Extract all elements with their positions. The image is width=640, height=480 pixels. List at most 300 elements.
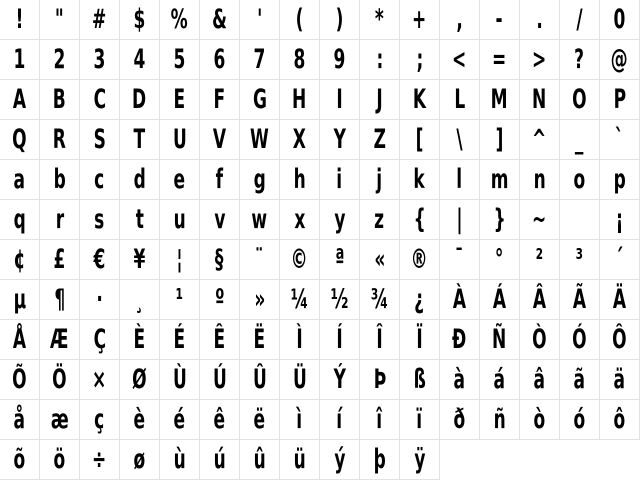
glyph-cell[interactable] [400,320,440,360]
glyph: Õ [12,364,27,395]
glyph-cell[interactable] [440,120,480,160]
glyph: õ [13,444,26,475]
glyph-cell[interactable] [320,0,360,40]
glyph: ¥ [133,244,146,275]
glyph-cell[interactable] [600,280,640,320]
glyph-cell[interactable] [0,80,40,120]
glyph: @ [610,44,629,75]
glyph-cell[interactable] [400,80,440,120]
glyph: ¢ [13,244,26,275]
glyph: Ù [172,364,187,395]
glyph-cell[interactable] [0,0,40,40]
glyph: Å [12,324,27,355]
glyph-cell[interactable] [80,200,120,240]
glyph: ® [410,244,429,275]
glyph-cell[interactable] [40,40,80,80]
glyph-cell[interactable] [40,0,80,40]
glyph-cell[interactable] [320,120,360,160]
glyph-cell[interactable] [80,320,120,360]
glyph: æ [50,404,69,435]
glyph: ½ [330,284,349,315]
glyph: Ê [213,324,226,355]
glyph-cell[interactable] [520,360,560,400]
glyph-cell[interactable] [560,40,600,80]
glyph-cell[interactable] [120,0,160,40]
glyph-cell[interactable] [480,280,520,320]
glyph: < [452,44,467,75]
glyph: Ý [333,364,346,395]
glyph-cell[interactable] [280,160,320,200]
glyph-cell[interactable] [120,400,160,440]
glyph-cell[interactable] [200,400,240,440]
glyph-cell[interactable] [400,360,440,400]
glyph-cell[interactable] [360,360,400,400]
glyph-cell[interactable] [160,320,200,360]
glyph-cell[interactable] [240,440,280,480]
glyph-cell[interactable] [360,40,400,80]
glyph-cell[interactable] [400,120,440,160]
glyph-cell[interactable] [40,320,80,360]
glyph-cell[interactable] [160,120,200,160]
glyph-cell[interactable] [400,160,440,200]
glyph: - [495,4,504,35]
glyph: f [215,164,224,195]
glyph: # [92,4,107,35]
glyph: 5 [173,44,186,75]
glyph-cell[interactable] [240,400,280,440]
glyph-cell[interactable] [160,40,200,80]
glyph: ! [15,4,24,35]
glyph-cell[interactable] [280,120,320,160]
glyph: > [532,44,547,75]
glyph: ) [335,4,344,35]
glyph-cell[interactable] [280,200,320,240]
glyph-cell[interactable] [240,40,280,80]
glyph: e [173,164,186,195]
glyph-cell[interactable] [400,280,440,320]
glyph: m [490,164,509,195]
glyph: T [133,124,146,155]
glyph: ; [416,44,423,75]
glyph-cell[interactable] [0,40,40,80]
glyph-cell[interactable] [320,440,360,480]
glyph: { [413,204,426,235]
glyph-cell[interactable] [600,80,640,120]
glyph: Ë [253,324,266,355]
glyph-cell[interactable] [480,320,520,360]
glyph: ' [256,4,263,35]
glyph-cell[interactable] [520,80,560,120]
glyph-cell[interactable] [240,360,280,400]
glyph-cell[interactable] [440,0,480,40]
glyph: ¼ [290,284,309,315]
glyph-cell[interactable] [160,280,200,320]
glyph-cell[interactable] [120,440,160,480]
glyph-cell[interactable] [440,200,480,240]
glyph-cell[interactable] [360,320,400,360]
glyph: / [576,4,583,35]
glyph-cell[interactable] [40,400,80,440]
glyph: × [92,364,107,395]
glyph-cell[interactable] [200,200,240,240]
glyph: $ [133,4,146,35]
glyph: ^ [532,124,547,155]
glyph: } [493,204,506,235]
glyph-cell[interactable] [600,240,640,280]
glyph-cell[interactable] [440,320,480,360]
glyph: Þ [373,364,386,395]
glyph: w [251,204,268,235]
glyph: ã [573,364,586,395]
glyph-cell[interactable] [560,360,600,400]
glyph: H [292,84,307,115]
glyph: r [55,204,64,235]
glyph-cell[interactable] [520,400,560,440]
glyph-cell[interactable] [160,360,200,400]
glyph-cell[interactable] [360,200,400,240]
glyph: È [133,324,146,355]
glyph: « [373,244,385,275]
glyph-cell[interactable] [240,160,280,200]
glyph-cell[interactable] [0,120,40,160]
glyph-cell[interactable] [600,360,640,400]
glyph-cell[interactable] [520,160,560,200]
glyph-cell[interactable] [0,200,40,240]
glyph: U [172,124,187,155]
glyph-cell[interactable] [480,120,520,160]
glyph-cell[interactable] [120,40,160,80]
glyph-cell[interactable] [400,200,440,240]
glyph-cell[interactable] [480,200,520,240]
glyph-cell[interactable] [560,240,600,280]
glyph: ¦ [176,244,183,275]
glyph: N [532,84,547,115]
glyph-cell[interactable] [600,160,640,200]
glyph-cell[interactable] [360,280,400,320]
glyph: Ü [292,364,307,395]
glyph-cell[interactable] [240,200,280,240]
glyph-cell[interactable] [480,400,520,440]
glyph-cell[interactable] [0,400,40,440]
glyph-cell[interactable] [120,240,160,280]
glyph-cell[interactable] [80,440,120,480]
glyph: X [292,124,307,155]
glyph: 4 [133,44,146,75]
glyph: x [294,204,305,235]
glyph-cell[interactable] [80,40,120,80]
glyph-cell[interactable] [520,280,560,320]
glyph: É [173,324,186,355]
glyph: g [253,164,266,195]
glyph-cell[interactable] [280,0,320,40]
glyph-cell[interactable] [440,40,480,80]
glyph-cell[interactable] [160,80,200,120]
glyph-cell[interactable] [480,0,520,40]
glyph: ù [173,444,186,475]
glyph-cell[interactable] [360,0,400,40]
glyph: ¨ [255,244,264,275]
glyph: Y [333,124,346,155]
glyph: ª [334,244,345,275]
glyph-cell[interactable] [360,400,400,440]
glyph: V [212,124,227,155]
glyph-cell[interactable] [560,160,600,200]
glyph-cell[interactable] [520,120,560,160]
glyph: Ú [212,364,227,395]
glyph-cell[interactable] [120,200,160,240]
glyph-cell[interactable] [280,400,320,440]
glyph: y [333,204,346,235]
glyph: 8 [293,44,306,75]
glyph: § [215,244,224,275]
glyph-cell[interactable] [440,80,480,120]
glyph: ô [613,404,626,435]
glyph: B [53,84,66,115]
glyph-cell[interactable] [200,240,240,280]
glyph-cell[interactable] [560,80,600,120]
empty-space [560,440,600,480]
glyph-cell[interactable] [40,120,80,160]
glyph-cell-blank [560,200,600,240]
glyph: ú [213,444,226,475]
glyph-cell[interactable] [240,0,280,40]
glyph-cell[interactable] [320,280,360,320]
glyph: \ [456,124,463,155]
glyph-cell[interactable] [0,440,40,480]
glyph: s [94,204,105,235]
glyph-cell[interactable] [40,360,80,400]
glyph-cell[interactable] [280,320,320,360]
glyph: [ [415,124,424,155]
glyph-cell[interactable] [80,240,120,280]
glyph-cell[interactable] [280,40,320,80]
glyph-cell[interactable] [320,40,360,80]
glyph-cell[interactable] [40,160,80,200]
glyph: L [454,84,465,115]
glyph-cell[interactable] [480,160,520,200]
glyph: . [536,4,543,35]
glyph: v [213,204,226,235]
glyph: â [533,364,546,395]
glyph-cell[interactable] [40,200,80,240]
glyph-cell[interactable] [40,240,80,280]
glyph-cell[interactable] [80,280,120,320]
glyph: D [132,84,147,115]
glyph: j [376,164,383,195]
glyph: µ [13,284,26,315]
glyph: ¹ [175,284,184,315]
glyph: ë [253,404,266,435]
glyph-cell[interactable] [600,40,640,80]
glyph: Ä [612,284,627,315]
glyph-cell[interactable] [400,440,440,480]
glyph: Î [376,324,383,355]
glyph-cell[interactable] [560,320,600,360]
glyph-cell[interactable] [0,320,40,360]
glyph: © [290,244,309,275]
glyph-cell[interactable] [560,280,600,320]
empty-space [600,440,640,480]
glyph-cell[interactable] [120,80,160,120]
glyph-cell[interactable] [360,120,400,160]
glyph-cell[interactable] [440,280,480,320]
glyph-cell[interactable] [600,120,640,160]
glyph: C [93,84,106,115]
glyph: ï [416,404,423,435]
glyph: è [133,404,146,435]
glyph-cell[interactable] [320,320,360,360]
glyph-cell[interactable] [280,360,320,400]
glyph: c [94,164,105,195]
glyph: Â [532,284,547,315]
glyph: P [613,84,626,115]
glyph-cell[interactable] [80,160,120,200]
glyph-cell[interactable] [360,440,400,480]
glyph-cell[interactable] [600,320,640,360]
glyph-cell[interactable] [160,400,200,440]
glyph-cell[interactable] [360,80,400,120]
glyph: p [613,164,626,195]
glyph-cell[interactable] [120,160,160,200]
glyph-cell[interactable] [120,120,160,160]
glyph-cell[interactable] [280,80,320,120]
glyph-cell[interactable] [560,120,600,160]
glyph-cell[interactable] [200,120,240,160]
glyph: Ö [52,364,67,395]
glyph-cell[interactable] [200,440,240,480]
glyph: K [412,84,427,115]
glyph-cell[interactable] [160,160,200,200]
glyph-cell[interactable] [320,360,360,400]
glyph-cell[interactable] [160,200,200,240]
glyph-cell[interactable] [0,280,40,320]
glyph: ç [94,404,105,435]
glyph-cell[interactable] [520,200,560,240]
glyph-cell[interactable] [200,80,240,120]
glyph: ¯ [455,244,464,275]
empty-space [440,440,480,480]
glyph-cell[interactable] [120,320,160,360]
glyph-cell[interactable] [80,0,120,40]
glyph-cell[interactable] [560,400,600,440]
glyph-cell[interactable] [80,80,120,120]
glyph-cell[interactable] [320,400,360,440]
glyph-cell[interactable] [360,240,400,280]
glyph: ² [535,244,544,275]
glyph: a [13,164,26,195]
glyph-cell[interactable] [160,0,200,40]
glyph-cell[interactable] [360,160,400,200]
glyph: I [336,84,343,115]
glyph-cell[interactable] [280,440,320,480]
glyph: Q [12,124,27,155]
glyph: Æ [50,324,69,355]
glyph-cell[interactable] [480,80,520,120]
glyph-cell[interactable] [280,240,320,280]
glyph-cell[interactable] [240,320,280,360]
glyph: Ç [93,324,106,355]
glyph: _ [575,124,584,155]
glyph-cell[interactable] [0,160,40,200]
glyph-cell[interactable] [400,400,440,440]
glyph-cell[interactable] [120,360,160,400]
glyph: ¡ [615,204,624,235]
glyph: S [93,124,106,155]
glyph-cell[interactable] [200,320,240,360]
glyph: & [212,4,227,35]
glyph-cell[interactable] [240,240,280,280]
glyph-cell[interactable] [320,240,360,280]
glyph-cell[interactable] [200,160,240,200]
glyph-cell[interactable] [400,0,440,40]
glyph: ì [296,404,303,435]
glyph-cell[interactable] [480,40,520,80]
glyph-cell[interactable] [0,360,40,400]
glyph-cell[interactable] [80,360,120,400]
glyph: R [52,124,67,155]
glyph-cell[interactable] [560,0,600,40]
glyph-cell[interactable] [80,400,120,440]
glyph: W [250,124,269,155]
glyph-cell[interactable] [200,360,240,400]
glyph-cell[interactable] [200,280,240,320]
glyph-cell[interactable] [520,320,560,360]
glyph-cell[interactable] [240,280,280,320]
glyph-cell[interactable] [0,240,40,280]
glyph: t [135,204,144,235]
glyph-cell[interactable] [280,280,320,320]
glyph-cell[interactable] [440,160,480,200]
glyph-cell[interactable] [40,80,80,120]
glyph-cell[interactable] [160,240,200,280]
glyph-cell[interactable] [440,240,480,280]
glyph-cell[interactable] [80,120,120,160]
glyph-cell[interactable] [600,200,640,240]
glyph-cell[interactable] [40,440,80,480]
glyph-cell[interactable] [520,0,560,40]
glyph-cell[interactable] [240,80,280,120]
glyph: Ø [132,364,147,395]
glyph: ñ [493,404,506,435]
glyph-cell[interactable] [440,360,480,400]
glyph-cell[interactable] [320,160,360,200]
glyph-cell[interactable] [320,80,360,120]
glyph: Ð [452,324,467,355]
glyph-cell[interactable] [120,280,160,320]
glyph-cell[interactable] [160,440,200,480]
glyph-cell[interactable] [440,400,480,440]
glyph-cell[interactable] [320,200,360,240]
glyph: ( [295,4,304,35]
glyph: ¶ [54,284,65,315]
glyph-cell[interactable] [200,40,240,80]
glyph-cell[interactable] [200,0,240,40]
glyph-cell[interactable] [520,240,560,280]
glyph-cell[interactable] [40,280,80,320]
glyph-cell[interactable] [400,240,440,280]
glyph: n [533,164,546,195]
glyph-cell[interactable] [480,240,520,280]
glyph: E [173,84,186,115]
glyph: Ï [416,324,423,355]
glyph-cell[interactable] [480,360,520,400]
glyph-cell[interactable] [520,40,560,80]
glyph-cell[interactable] [240,120,280,160]
glyph-cell[interactable] [400,40,440,80]
glyph-cell[interactable] [600,400,640,440]
glyph: î [376,404,383,435]
glyph-cell[interactable] [600,0,640,40]
